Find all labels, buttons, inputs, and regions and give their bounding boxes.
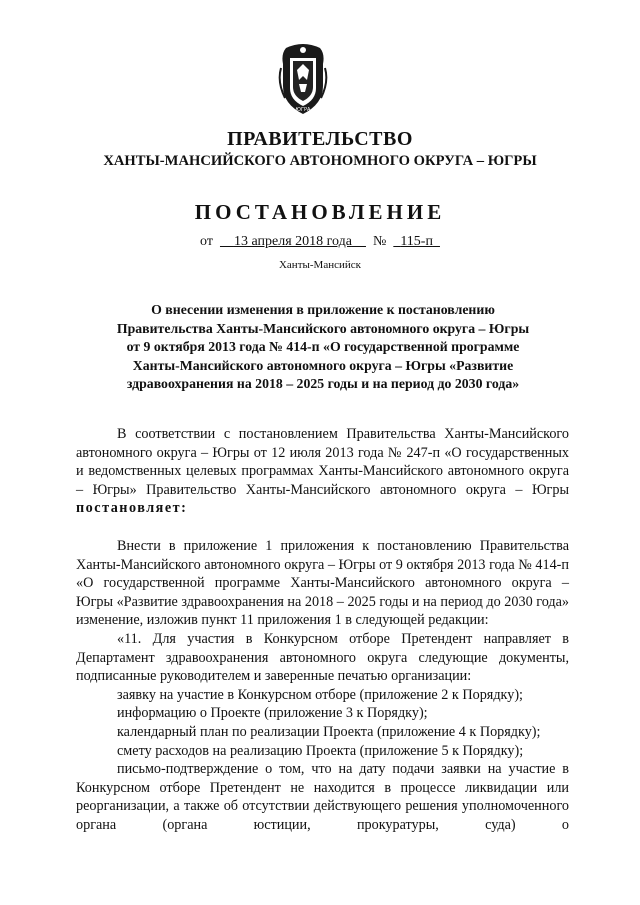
date-prefix: от xyxy=(200,234,213,249)
document-title xyxy=(95,301,551,394)
list-item: информацию о Проекте (приложение 3 к Порядку); xyxy=(117,705,428,722)
number-prefix: № xyxy=(372,234,387,249)
title-line: Ханты-Мансийского автономного округа – Югры «Развитие xyxy=(132,357,514,373)
date-number-line xyxy=(0,234,640,250)
document-number: 115-п xyxy=(400,234,433,249)
last-paragraph: письмо-подтверждение о том, что на дату подачи заявки на участие в Конкурсном отборе Претендент не находится в процессе ликвидации или реорганизации, а также об отсутствии действующего решения уполномоченного органа (органа юстиции, прокуратуры, суда) о xyxy=(76,761,569,833)
document-date: 13 апреля 2018 года xyxy=(233,234,352,249)
title-line: О внесении изменения в приложение к постановлению xyxy=(151,302,495,317)
region-heading: ХАНТЫ-МАНСИЙСКОГО АВТОНОМНОГО ОКРУГА – ЮГРЫ xyxy=(103,153,537,169)
document-body xyxy=(76,425,569,834)
list-item: смету расходов на реализацию Проекта (приложение 5 к Порядку); xyxy=(117,742,524,759)
title-line: Правительства Ханты-Мансийского автономного округа – Югры xyxy=(116,320,530,336)
main-paragraph: Внести в приложение 1 приложения к постановлению Правительства Ханты-Мансийского автономного округа – Югры от 9 октября 2013 года № 414-п «О государственной программе Ханты-Мансийского автономного округа – Югры «Развитие здравоохранения на 2018 – 2025 годы и на период до 2030 года» изменение, изложив пункт 11 приложения 1 в следующей редакции: xyxy=(76,537,569,629)
government-heading: ПРАВИТЕЛЬСТВО xyxy=(227,128,413,150)
coat-of-arms-emblem xyxy=(277,42,329,116)
item-11-paragraph: «11. Для участия в Конкурсном отборе Претендент направляет в Департамент здравоохранения автономного округа следующие документы, подписанные руководителем и заверенные печатью организации: xyxy=(76,630,569,685)
decree-word: постановляет: xyxy=(76,500,188,517)
list-item: календарный план по реализации Проекта (приложение 4 к Порядку); xyxy=(117,723,541,740)
emblem-text: ЮГРА xyxy=(295,107,311,113)
city-name: Ханты-Мансийск xyxy=(278,259,361,271)
title-line: здравоохранения на 2018 – 2025 годы и на период до 2030 года» xyxy=(126,376,520,391)
title-line: от 9 октября 2013 года № 414-п «О государственной программе xyxy=(126,339,520,354)
list-item: заявку на участие в Конкурсном отборе (приложение 2 к Порядку); xyxy=(117,686,523,703)
preamble-paragraph: В соответствии с постановлением Правительства Ханты-Мансийского автономного округа – Югры от 12 июля 2013 года № 247-п «О государственных и ведомственных целевых программах Ханты-Мансийского автономного округа – Югры» Правительство Ханты-Мансийского автономного округа – Югры постановляет: xyxy=(76,426,569,517)
document-type-heading: ПОСТАНОВЛЕНИЕ xyxy=(194,200,446,224)
